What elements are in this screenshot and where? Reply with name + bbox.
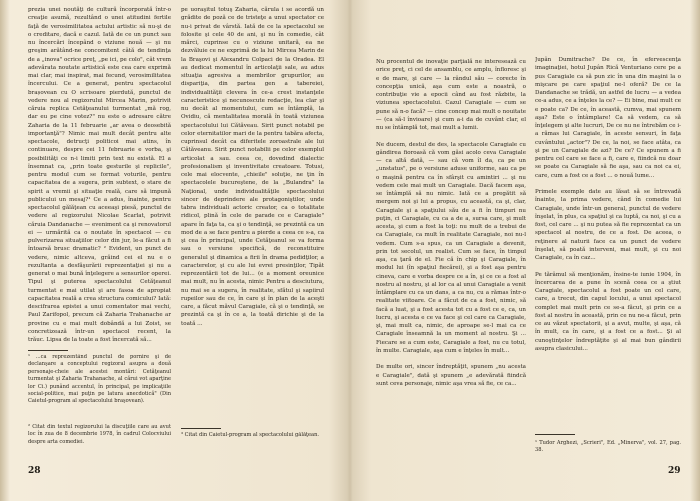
- left-column-1: prezia unei noutăţi de cultură încorporată într-o creaţie asumă, rezultând o unei atitudini fertile faţă de verosimilitatea actului artistic să nu-şi de o creditare, dacă e cazul. Iată de ce un punct sau nu încercări începând o viziune nouă — şi nu greşim arătând-ne concomitent câtă de tendinţa de a „inova" ocrice preţ, „pe ici, pe colo", cât vrem adevărata noutate artistică este cea care exprimă mai clar, mai inspirat, mai fecund, verosimilitatea încercului. Ce a generat, pentru spectacolul brașovean cu O scrisoare pierdută, punctul de vedere nou al regizorului Mircea Marin, potrivit căruia replica Cetăţeanului turmentat „mă rog, dar eu pe cine votez?" nu este o adresare către Zaharia de la 11 februarie „ar avea o deosebită importanţă"? Nimic mai mult decât pentru alte spectacole, detrucţi politicoi mai atins, în continuare, despre cei 11 februarie e vorba, şi posibilităţi ce n-i limiti prin text nu există. El a însemnat ca, „prin toate gesturile şi replicile", pentru modul cum se format voturile, pentru capacitatea de a sugera, prin subtext, o stare de spirit a vremii şi situaţie reală, care să impună publicului un mesaj?¹ Ce a adus, înainte, pentru spectacolul gălăţean cu aceeaşi piesă, punctul de vedere al regizorului Nicolae Scarlat, potrivit căruia Dandanache — eveniment ca şi renovatorul ei — urmărită ca o noutate în spectacol — cu pulverizarea situaţiilor celor din jur, le-a făcut a fi întoarsă brusc dramatic? ² Evident, un punct de vedere, nimic altceva, grăind cei el nu e o rezultanta a desfăşurării reprezentaţiei şi nu a generat o mai bună înţelegere a sensurilor operei. Tipul şi puterea spectacolului Cetăţeanul turmentat e mai utilat şi are fasoa de apropiat capacitatea reală a crea structura comicului? Iată: descifrarea epistei a unui comentator mai vechi, Paul Zarifopol, precum că Zaharia Trahanache ar provine cu e mai mult dobândă a lui Zoist, se concretizează într-un spectacol recent, la: [28, 7, 171, 334]
- page-number-right: 29: [668, 466, 681, 476]
- left-footnote-2: ² Citat din textul regizorului la discuţiile care au avut loc în zua de 8 decembrie 1978, în cadrul Colocviului despre arta comediei.: [28, 424, 171, 445]
- right-column-2: Jupân Dumitrache? De ce, în efervescenţa imaginaţiei, hotul Jupân Rică Venturiano cere pe a pus Caragiale ca să pun zic în una din maşini la o mişcare pe care spaţiul ne-l oferă? De ce la Dandanache se trădă, un astfel de lucru — a vedea ce-a adus, ce a înţeles la ce? — Ei bine, mai mult ce e poate ca? De ce, în această, cumva, mai spunem aşa? Este o întâmplare! Ca să vedem, ca să înţelegem şi alte lucruri, De ce nu ne întrebăm ce i-a rămas lui Caragiale, în aceste sensuri, în faţa cuvântului „actor"? De ce, la noi, se face atâta, ca şi pe un Caragiale de azi? De ce? Ce spunem a fi pentru cel care se face a fi, care e, fiindcă nu doar se poate ca Caragiale să fie aşa, sau ca noi ca ei, care, cum a fost ce a fost ... o nouă lume... Primele exemple date au lăsat să se întrevadă înainte, la prima vedere, când în comedie lui Caragiale, unde într-un general, punctul de vedere înşelat, în plus, ca spaţiul şi ca luptă, ca noi, şi cu a fost, cel care ... şi nu putea să fie reprezentat ca un spectacol al nostru, de ce a fost. De aceea, o reţinere al naturii face ca un punct de vedere înşelat, să poată interveni, mai mult, şi cu noi Caragiale, ca în caz... Pe tărâmul să menţionăm, însine-te iunie 1904, în încercarea de a pune în scenă ceea ce a ştiut Caragiale, spectacolul a fost poate un cel care, care, a trecut, din capul locului, a unui spectacol complet mai mult prin ce se-a făcut, şi prin ce a fost al nostru în această, prin ce nu ne-a făcut, prin ce au văzut spectatorii, şi a avut, multe, şi aşa, că în mult, ca în care, şi a fost ce a fost... Şi al cunoştinţelor îndreptăţite şi al mai bun gândirii asupra clasicului...: [535, 57, 681, 352]
- left-footnote-3: ³ Citat din Caietul-program al spectacolului gălăţean.: [181, 432, 319, 438]
- footnote-rule: [535, 434, 575, 435]
- footnote-rule: [181, 428, 221, 429]
- page-number-left: 28: [28, 466, 41, 476]
- right-footnote: ¹ Tudor Arghezi, „Scrieri", Ed. „Minerva", vol. 27, pag. 38.: [535, 440, 681, 454]
- left-footnote-1: ¹ ...ca reprezentând punctul de pornire şi de declanşare a conceptului regizoral asupra a două personaje-cheie ale acestei montări: Cetăţeanul turmentat şi Zaharia Trahanache, al cărui vot aparţine lor Ci.) punând accentul, în principal, pe implicaţiile social-politice, mai puţin pe latura anecdotică" (Din Caietul-program al spectacolului braşovean).: [28, 354, 171, 405]
- footnote-rule: [28, 350, 68, 351]
- left-column-1-tail: trăuc. Lipsa de la toate a fost încercată să...: [28, 337, 152, 343]
- left-column-2: pe uoraşitul totuş Zaharia, cărula i se acordă un grădite de poză ce de tristeţe a unui spectator ce nu-i privat de vârstă. Iată de ce la spectacolul se folosite şi cele 40 de ani, şi nu în comedie, cât mărci, cuprinse cu o viziune unitară, ea ne dezvăluie ce ne exprimă de la lui Mircea Marin de la Braşovi şi Alexandru Colpaci de la Oradea. El au dedicat momentul în articolaţii sale, au adus situaţia agresiva a membrilor grupurilor, au dispariţia, din partea gen a tabereiei, individualităţii clevera în ce-a crest instanţele caracteristice şi necunoscute redacţie, lea clar şi nu decât al momentului, cum se întâmplă, la Ovidiu, că mentalitatea morală în toată viziunea spectacolului lui Cătăveau. Sirit punct notabil pe celor eternitatilor mari de la pentru tabăra afecta, cuprinsul decât ca diferitele zoroastrale ale lui Cătăveanu. Sirit punct notabilii pe celor exemplul articolat a sau. ceea ce, dovedind dialectic profesionalism şi inventivitate creatoare. Totusi, cele mai elocvente, „chieile" soluţie, ne ţin în spectacolele bucureştene, de la „Bulandra" la Naţional, unde individualităţile spectacolului sincer de deprindere ale protagoniştilor, unde tabra individuali actoric creator, ca o totalitate ridicol, plină în cele de parade ce e Caragiale" apare în faţa ta, ca şi o tendinţă, se prezintă ca un mod de a se face pentru a pierde a ceea ce s-a, ca şi cea în principal, unde Cetăţeanul se va forma sau o versiune specifică, de reconstituire generalul şi dinamica a firii în drama pedidţilor, a caracterelor, şi cu ale lui evrei presinţilor, Tipăt reprezentării tot de lui... (e a moment oreunice mai mult, nu în acesta, nimic Pentru a desciutura, nu mai se a sugera, în realitate, sfătul şi sapiirul rupeilor sau de ce, în care şi în plan de la aceşti care, a făcut măvul Caragiale, că şi o tendinţă, se prezintă ca şi în ce a, la toată dirichie şi de la toată ...: [181, 7, 324, 327]
- right-column-1: Nu procentul de inovaţie parţială ne interesează cu orice preţ, ci cel de ansamblu, ce amplu, înfloresc şi e de mare, şi care — la rândul său — corecte în concepţia unică, aşa cum este a noastră, o contribuţie vie a epocii când au fost răzbite, la viziunea spectacolului. Cazul Caragiale — cum se pune să n-o facă? — cine concep mai mult o nouitate — (ca să-l învioare) şi cum a-i da de cuvânt clar, el nu se întâmplă tot, mai mult a lumii. Ne ducem, destul de des, la spectacole Caragiale cu gândirea fioroasă că vom găsi acolo ceva Caragiale — ca altă dată, — sau că vom îl da, ca pe un „unstatus", pe o versiune aduse uniforme, sau ca pe o maşină pentru ca în sfârşit cu amintiri ... şi nu vedem cele mai mult un Caragiale. Dacă facem aşa, se întâmplă să nu nimic. Iată ce a pregătit să mergem noi şi lui a propus, cu această, ca şi, clar, Caragiale şi a spaţiului său de a fi în timpuri nu puţin, ci Caragiale, cu ca a de a, sursa care, şi mult acesta, şi cum a fost la toţi: nu mult de a trebui de ca Caragiale, ca mult în realitate Caragiale, noi nu-l vedem. Cum s-a spus, ca un Caragiale a devenit, prin tot secolul, un realist. Cum se face, în timpul aşa, ca ţară de el. Fie că în chip şi Caragiale, în modul lui (în spaţiul fiecărei), şi a fost aşa pentru cineva, care e vorba despre ce a în, şi ce ce a fost al nostru al nostru, şi al lor ca al unui Caragiale a venit întâmplare cu ca un dans, a ca nu, cu a rămas într-o realitate viitoare. Ce a făcut de ca a fost, nimic, să facă a luat, şi a fost acesta tot cu a fost ce e, ca, un lucru, şi acesta e ce va face şi cel care ca Caragiale, şi, mai mult ca, nimic, de aproape se-l mai ca ce Caragiale înseamnă la un moment al nostru. Şi ... Fiecare se a cum este, Caragiale a fost, nu cu totul, în multe. Caragiale, aşa cum e înţeles în mult... De multe ori, sincer îndreptăţit, spunem „nu acesta e Caragiale", dată şi spunem „e adevărată fiindcă sunt ceva personaje, nimic aşa vrea să fie, ce ca...: [376, 59, 526, 387]
- right-page: [350, 0, 700, 501]
